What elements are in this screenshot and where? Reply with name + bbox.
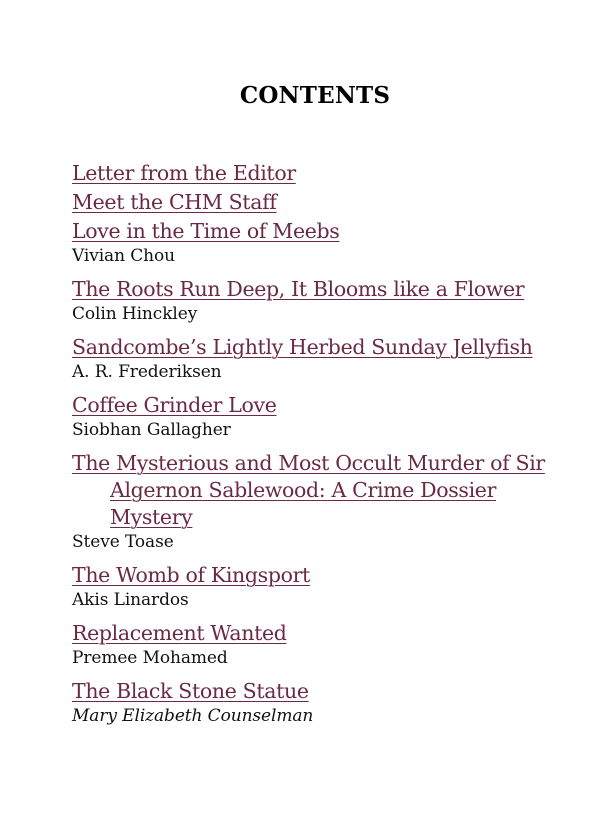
toc-entry — [72, 334, 552, 383]
toc-author: Akis Linardos — [72, 590, 189, 610]
toc-entry — [72, 678, 552, 727]
toc-link-replacement-wanted[interactable]: Replacement Wanted — [72, 621, 287, 645]
toc-link-mysterious-murder[interactable]: The Mysterious and Most Occult Murder of Sir Algernon Sablewood: A Crime Dossier Mystery — [72, 451, 545, 529]
toc-entry — [72, 392, 552, 441]
toc-entry — [72, 620, 552, 669]
toc-entry — [72, 450, 552, 553]
toc-author: A. R. Frederiksen — [72, 362, 222, 382]
toc-link-letter-from-editor[interactable]: Letter from the Editor — [72, 161, 296, 185]
toc-author: Premee Mohamed — [72, 648, 228, 668]
toc-entry — [72, 562, 552, 611]
toc-link-coffee-grinder-love[interactable]: Coffee Grinder Love — [72, 393, 277, 417]
toc-link-meet-staff[interactable]: Meet the CHM Staff — [72, 190, 277, 214]
toc-author: Vivian Chou — [72, 246, 175, 266]
page-title: CONTENTS — [239, 82, 391, 109]
toc-author: Mary Elizabeth Counselman — [72, 706, 314, 726]
toc-author: Siobhan Gallagher — [72, 420, 231, 440]
table-of-contents — [72, 160, 552, 736]
toc-entry — [72, 276, 552, 325]
toc-link-womb-of-kingsport[interactable]: The Womb of Kingsport — [72, 563, 310, 587]
toc-link-black-stone-statue[interactable]: The Black Stone Statue — [72, 679, 309, 703]
toc-link-roots-run-deep[interactable]: The Roots Run Deep, It Blooms like a Flower — [72, 277, 525, 301]
toc-entry — [72, 218, 552, 267]
toc-author: Colin Hinckley — [72, 304, 198, 324]
toc-author: Steve Toase — [72, 532, 174, 552]
toc-link-sandcombe-jellyfish[interactable]: Sandcombe’s Lightly Herbed Sunday Jellyfish — [72, 335, 533, 359]
toc-link-love-meebs[interactable]: Love in the Time of Meebs — [72, 219, 340, 243]
toc-entry — [72, 189, 552, 216]
toc-entry — [72, 160, 552, 187]
